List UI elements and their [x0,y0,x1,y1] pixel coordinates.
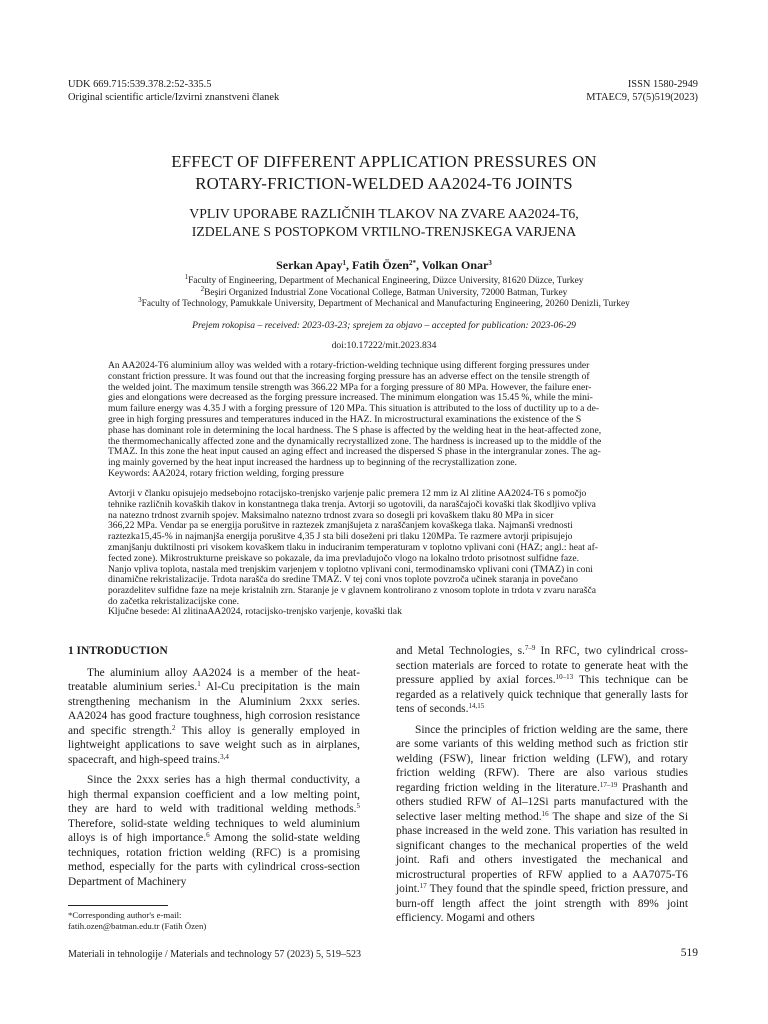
footnote-label: *Corresponding author's e-mail: [68,910,182,920]
abstract-line: dinamične rekristalizacije. Trdota narašča do sredine TMAZ. V tej coni vnos toplote povzroča učinek staranja in povečano [108,574,578,586]
keywords-sl: Ključne besede: Al zlitinaAA2024, rotacijsko-trenjsko varjenje, kovaški tlak [108,606,402,617]
paragraph: Since the 2xxx series has a high thermal conductivity, a high thermal expansion coefficient and a low melting point, they are hard to weld with traditional welding methods.$^5$ Therefore, solid-state welding techniques to weld aluminium alloys is of high importance.$^6$ Among the solid-state welding techniques, rotation friction welding (RFC) is a promising method, especially for the parts with cylindrical cross-section Department of Machinery [68,774,360,888]
abstract-line: porazdelitev sulfidne faze na meje kristalnih zrn. Staranje je v glavnem kontrolirano z vnosom toplote in trdota v zvaru narašča [108,585,597,597]
section-heading: 1 INTRODUCTION [68,645,168,657]
citation: 17–19 [599,780,618,789]
udk-code: UDK 669.715:539.378.2:52-335.5 [68,79,212,90]
citation: 10–13 [555,673,574,681]
journal-ref: MTAEC9, 57(5)519(2023) [586,92,698,103]
abstract-line: An AA2024-T6 aluminium alloy was welded with a rotary-friction-welding technique using different forging pressures under [108,360,590,371]
abstract-en [108,361,662,469]
author-name: Serkan Apay [276,258,343,272]
author-list: Serkan Apay$^1$, Fatih Özen$^{2*}$, Volkan Onar$^3$ [276,258,492,272]
received-dates: Prejem rokopisa – received: 2023-03-23; sprejem za objavo – accepted for publication: 2023-06-29 [192,320,576,331]
abstract-line: 366,22 MPa. Vendar pa se energija porušitve in raztezek zmanjšujeta z naraščanjem kovaškega tlaka. Najmanši vrednosti [108,520,573,532]
abstract-line: do začetka rekristalizacijske cone. [108,595,240,607]
abstract-line: the thermomechanically affected zone and the dynamically recrystallized zone. The hardness is increased up to the middle of the [108,435,602,447]
citation: 5 [356,802,360,810]
subtitle-line-2: IZDELANE S POSTOPKOM VRTILNO-TRENJSKEGA VARJENA [191,224,577,239]
paragraph: and Metal Technologies, s.$^{7-9}$ In RFC, two cylindrical cross-section materials are forced to rotate to generate heat with the pressure applied by axial forces.$^{10-13}$ This technique can be regarded as a relatively quick technique that generally lasts for tens of seconds.$^{14,15}$ [396,644,688,715]
citation: 2 [172,723,176,732]
footnote-email: fatih.ozen@batman.edu.tr (Fatih Özen) [68,921,207,931]
doi: doi:10.17222/mit.2023.834 [331,340,437,351]
page-number: 519 [680,947,698,959]
citation: 6 [206,831,210,839]
title-line-2: ROTARY-FRICTION-WELDED AA2024-T6 JOINTS [195,174,573,193]
footnote [68,910,206,932]
header-right [450,78,698,104]
left-column [68,644,360,889]
abstract-line: gree in high forging pressures and temperatures induced in the HAZ. In microstructural examinations the existence of the S [108,413,582,425]
affiliation-item: $^3$Faculty of Technology, Pamukkale University, Department of Mechanical and Manufacturing Engineering, 20260 Denizli, Turkey [138,296,630,310]
citation: 16 [541,809,549,818]
subtitle-line-1: VPLIV UPORABE RAZLIČNIH TLAKOV NA ZVARE AA2024-T6, [189,206,579,221]
footnote-divider [68,905,168,906]
citation: 1 [197,680,201,688]
abstract-line: na natezno trdnost zvarnih spojev. Maksimalno natezno trdnost zvara so dosegli pri kovaškem tlaku 80 MPa in sicer [108,509,554,521]
title-line-1: EFFECT OF DIFFERENT APPLICATION PRESSURES ON [171,152,597,171]
page-subtitle [0,205,768,241]
abstract-line: ing mainly governed by the heat input increased the hardness up to beginning of the recrystallization zone. [108,457,517,469]
author-affiliation-mark: 3 [488,259,492,267]
article-type: Original scientific article/Izvirni znanstveni članek [68,92,280,103]
citation: 3,4 [220,752,229,761]
keywords-en: Keywords: AA2024, rotary friction welding, forging pressure [108,468,344,479]
author-name: Fatih Özen [351,258,409,272]
affiliation-item: $^1$Faculty of Engineering, Department of Mechanical Engineering, Düzce University, 81620 Düzce, Turkey [184,273,584,286]
footer-journal: Materiali in tehnologije / Materials and technology 57 (2023) 5, 519–523 [68,949,361,960]
abstract-line: mum failure energy was 4.35 J with a forging pressure of 120 MPa. This situation is attributed to the loss of ductility up to a de- [108,403,600,415]
author-name: Volkan Onar [421,258,489,272]
abstract-line: zmanjšanju duktilnosti pri visokem kovaškem tlaku in induciranim temperaturam v toplotno vplivani coni (HAZ; angl.: heat af- [108,541,598,553]
abstract-line: raztezka15,45-% in najmanjša energija porušitve 4,35 J sta bili doseženi pri tlaku 120MPa. Te razmere avtorji pripisujejo [108,531,573,543]
paragraph: The aluminium alloy AA2024 is a member of the heat-treatable aluminium series.$^1$ Al-Cu precipitation is the main strengthening mechanism in the Aluminium 2xxx series. AA2024 has good fracture toughness, high corrosion resistance and specific strength.$^2$ This alloy is generally employed in lightweight applications to save weight such as in airplanes, spacecraft, and high-speed trains.$^{3,4}$ [68,666,360,766]
issn: ISSN 1580-2949 [627,79,698,90]
abstract-line: Avtorji v članku opisujejo medsebojno rotacijsko-trenjsko varjenje palic premera 12 mm iz Al zlitine AA2024-T6 s pomočjo [108,488,587,499]
citation: 14,15 [468,702,485,710]
abstract-line: fected zone). Mikrostrukturne preiskave so pokazale, da ima prevladujočo vlogo na lokalno trdoto prisotnost sulfidne faze. [108,552,580,564]
affiliation-item: $^2$Beşiri Organized Industrial Zone Vocational College, Batman University, 72000 Batman, Turkey [200,284,568,298]
abstract-line: gies and elongations were decreased as the forging pressure increased. The minimum elongation was 15.45 %, while the mini- [108,392,593,404]
author-affiliation-mark: 1 [342,259,346,267]
paragraph: Since the principles of friction welding are the same, there are some variants of this welding method such as friction stir welding (FSW), linear friction welding (LFW), and rotary friction welding (RFW). There are also various studies regarding friction welding in the literature.$^{17-19}$ Prashanth and others studied RFW of Al–12Si parts manufactured with the selective laser melting method.$^{16}$ The shape and size of the Si phase increased in the weld zone. This variation has resulted in significant changes to the mechanical properties of the weld joint. Rafi and others investigated the mechanical and microstructural properties of RFW applied to a AA7075-T6 joint.$^{17}$ They found that the spindle speed, friction pressure, and burn-off length affect the joint strength with 89% joint efficiency. Mogami and others [396,723,688,924]
page-title [0,151,768,195]
affiliations [0,273,768,311]
abstract-line: Nanjo vpliva toplota, nastala med trenjskim varjenjem v toplotno vplivani coni, termodinamsko vplivani coni (TMAZ) in coni [108,563,593,575]
citation: 7–9 [524,644,536,652]
author-affiliation-mark: 2* [408,259,416,267]
abstract-line: TMAZ. In this zone the heat input caused an aging effect and increased the dispersed S phase in the intergranular zones. The ag- [108,446,601,458]
header-left [68,78,388,104]
right-column [396,644,688,926]
citation: 17 [419,882,427,890]
abstract-line: constant friction pressure. It was found out that the increasing forging pressure has an adverse effect on the tensile strength of [108,370,590,382]
abstract-line: phase has dominant role in determining the local hardness. The S phase is affected by the welding heat in the heat-affected zone, [108,424,602,436]
abstract-line: tehnike različnih kovaških tlakov in konstantnega tlaka trenja. Avtorji so ugotovili, da naraščajoči kovaški tlak škodljivo vpliva [108,498,596,510]
abstract-line: the welded joint. The maximum tensile strength was 366.22 MPa for a forging pressure of 80 MPa. However, the failure ener- [108,381,592,393]
abstract-sl [108,489,662,608]
